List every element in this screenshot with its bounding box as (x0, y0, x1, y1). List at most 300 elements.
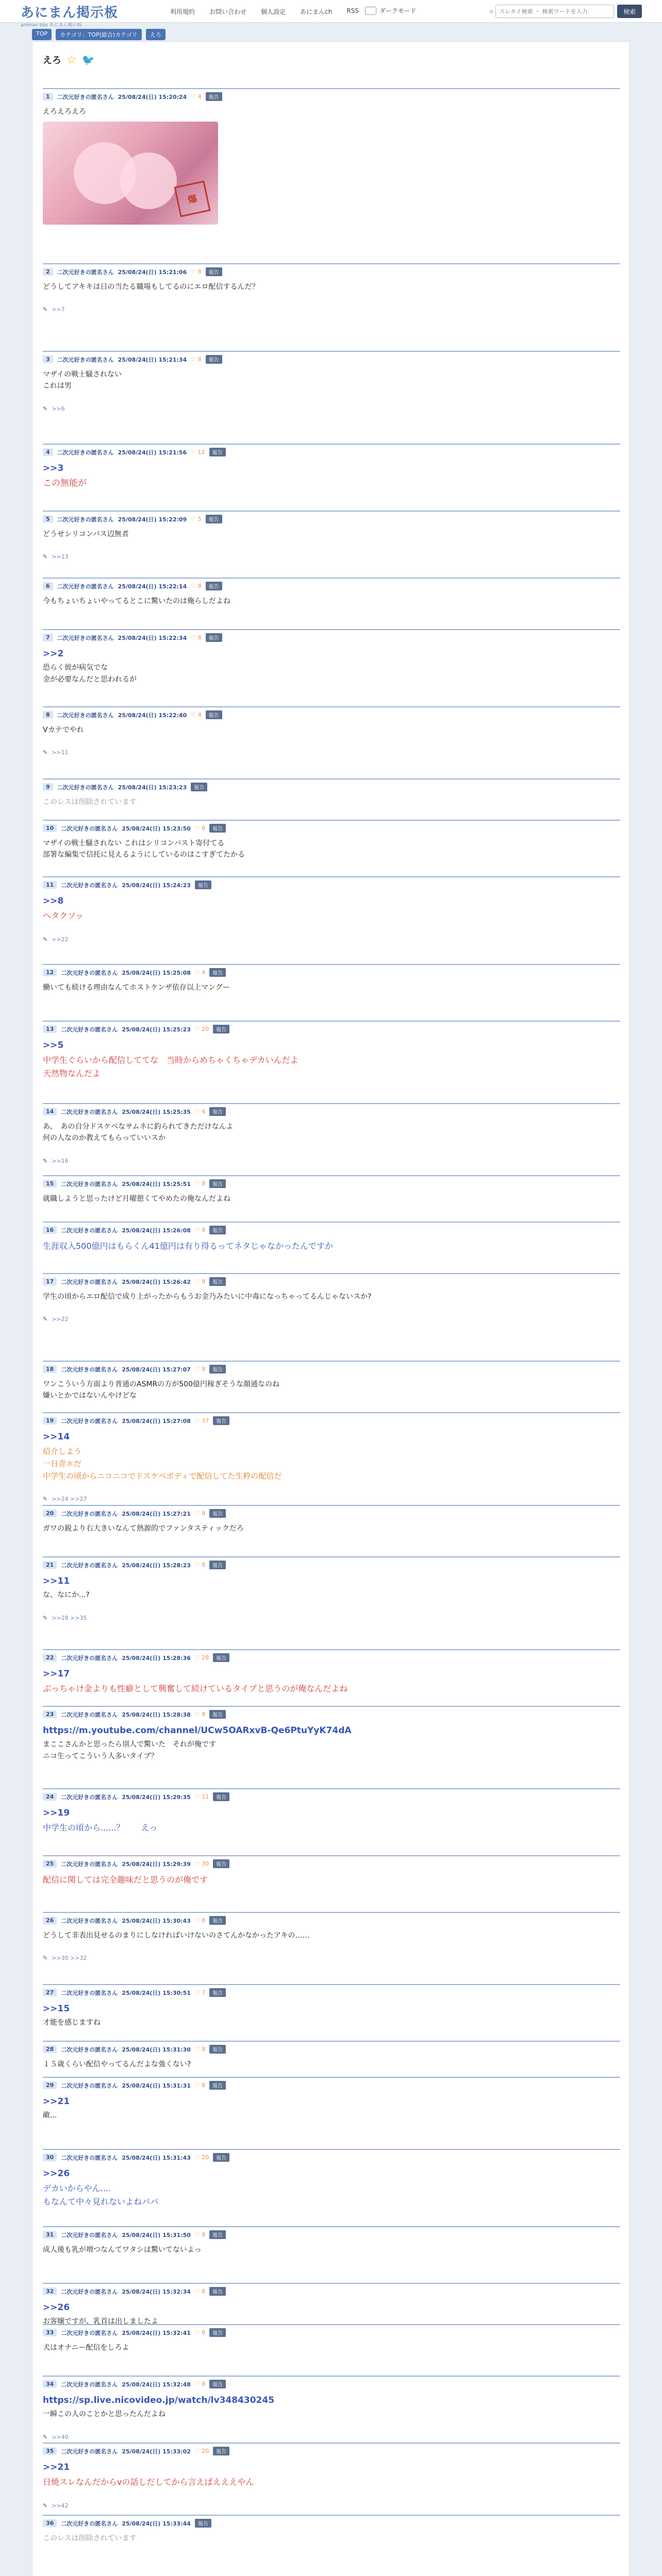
post-anchor[interactable]: >>26 (43, 2302, 70, 2313)
reply-links[interactable] (43, 749, 620, 756)
like-icon[interactable]: ♡ 8 (194, 1562, 206, 1568)
post-number[interactable]: 3 (43, 355, 53, 363)
post-body: この無能が (43, 478, 87, 489)
post-anchor[interactable]: >>14 (43, 1432, 70, 1442)
site-logo[interactable] (21, 2, 118, 28)
post-header (43, 783, 620, 791)
post-anchor[interactable]: >>8 (43, 896, 64, 906)
post-number[interactable]: 35 (43, 2447, 57, 2455)
post-number[interactable]: 17 (43, 1278, 57, 1285)
post-body: 中学生の頃から......？ えっ (43, 1823, 158, 1833)
report-button[interactable]: 報告 (209, 2380, 226, 2388)
post-item (43, 1984, 620, 2029)
post-header (43, 1792, 620, 1801)
reply-anchor-text[interactable]: >>7 (52, 306, 65, 313)
post-anchor[interactable]: >>26 (43, 2168, 70, 2179)
reply-links[interactable] (43, 1316, 620, 1323)
report-button[interactable]: 報告 (213, 1792, 229, 1801)
post-number[interactable]: 22 (43, 1654, 57, 1662)
poster-name: 二次元好きの匿名さん (61, 882, 118, 889)
report-button[interactable]: 報告 (209, 1988, 226, 1997)
reply-anchor-text[interactable]: >>30 >>32 (52, 1955, 87, 1962)
poster-name: 二次元好きの匿名さん (61, 1417, 118, 1425)
post-number[interactable]: 24 (43, 1793, 57, 1801)
post-header (43, 1710, 620, 1719)
post-item (43, 1556, 620, 1621)
post-number[interactable]: 33 (43, 2329, 57, 2336)
report-button[interactable]: 報告 (209, 1916, 226, 1925)
post-header (43, 2230, 620, 2239)
like-icon[interactable]: ♡ 4 (194, 969, 206, 976)
report-button[interactable]: 報告 (209, 1365, 226, 1374)
like-icon[interactable]: ♡ 28 (194, 1654, 209, 1661)
reply-anchor-text[interactable]: >>13 (52, 553, 69, 561)
poster-name: 二次元好きの匿名さん (61, 2231, 118, 2239)
like-icon[interactable]: ♡ 20 (194, 1026, 209, 1032)
reply-links[interactable] (43, 405, 620, 412)
post-header (43, 968, 620, 977)
reply-anchor-text[interactable]: >>16 (52, 1157, 69, 1164)
post-date: 25/08/24(日) 15:33:44 (122, 2520, 191, 2527)
post-date: 25/08/24(日) 15:25:35 (122, 1108, 191, 1115)
post-number[interactable]: 7 (43, 634, 53, 641)
nav-contact[interactable]: お問い合わせ (209, 8, 247, 15)
post-body: ヘタクソッ (43, 911, 84, 921)
post-item (43, 511, 620, 560)
reply-icon: ✎ (43, 1614, 48, 1621)
post-date: 25/08/24(日) 15:24:23 (122, 882, 191, 889)
like-icon[interactable]: ♡ 8 (194, 1180, 206, 1187)
post-number[interactable]: 10 (43, 824, 57, 832)
like-icon[interactable]: ♡ 8 (194, 2046, 206, 2053)
post-number[interactable]: 29 (43, 2081, 57, 2089)
post-date: 25/08/24(日) 15:31:43 (122, 2154, 191, 2161)
report-button[interactable]: 報告 (209, 1107, 226, 1116)
report-button[interactable]: 報告 (209, 824, 226, 833)
report-button[interactable]: 報告 (213, 1859, 229, 1868)
post-date: 25/08/24(日) 15:27:07 (122, 1366, 191, 1373)
reply-links[interactable] (43, 1496, 620, 1502)
post-body: 才能を感じますね (43, 2019, 101, 2027)
post-item (43, 444, 620, 490)
poster-name: 二次元好きの匿名さん (61, 1989, 118, 1996)
poster-name: 二次元好きの匿名さん (61, 2381, 118, 2388)
report-button[interactable]: 報告 (209, 2230, 226, 2239)
post-header (43, 355, 620, 364)
breadcrumb-category[interactable]: カテゴリ：TOP(総合)カテゴリ (56, 29, 142, 40)
post-date: 25/08/24(日) 15:21:56 (118, 449, 187, 456)
like-icon[interactable]: ♡ 4 (194, 1108, 206, 1115)
poster-name: 二次元好きの匿名さん (61, 2448, 118, 2455)
site-header (0, 0, 662, 28)
post-number[interactable]: 27 (43, 1989, 57, 1996)
post-date: 25/08/24(日) 15:28:38 (122, 1711, 191, 1718)
post-body: な、なにか...? (43, 1591, 90, 1600)
post-number[interactable]: 31 (43, 2231, 57, 2239)
post-date: 25/08/24(日) 15:29:39 (122, 1860, 191, 1868)
like-icon[interactable]: ♡ 8 (194, 1366, 206, 1372)
like-icon[interactable]: ♡ 8 (191, 268, 202, 275)
reply-icon: ✎ (43, 1157, 48, 1164)
post-item (43, 351, 620, 412)
poster-name: 二次元好きの匿名さん (61, 1026, 118, 1033)
post-header (43, 880, 620, 889)
like-icon[interactable]: ♡ 8 (194, 825, 206, 832)
post-item (43, 1912, 620, 1961)
post-anchor[interactable]: >>21 (43, 2096, 70, 2107)
like-icon[interactable]: ♡ 8 (191, 356, 202, 363)
like-icon[interactable]: ♡ 30 (194, 1860, 209, 1867)
post-item (43, 2283, 620, 2328)
post-body: 学生の頃からエロ配信で成り上がったからもうお金乃みたいに中毒になっちゃってるんじゃないスか? (43, 1293, 372, 1301)
report-button[interactable]: 報告 (209, 2045, 226, 2054)
post-date: 25/08/24(日) 15:23:23 (118, 784, 187, 791)
reply-icon: ✎ (43, 936, 48, 943)
toggle-switch[interactable] (365, 7, 376, 15)
report-button[interactable]: 報告 (206, 355, 222, 364)
post-number[interactable]: 25 (43, 1860, 57, 1868)
report-button[interactable]: 報告 (209, 1226, 226, 1234)
poster-name: 二次元好きの匿名さん (61, 1108, 118, 1115)
reply-anchor-text[interactable]: >>22 (52, 1316, 69, 1323)
post-body: ワンこういう方面より普通のASMRの方が500億円稼ぎそうな顔通なのね 嫌いとかではないんやけどな (43, 1380, 279, 1400)
reply-anchor-text[interactable]: >>22 (52, 936, 69, 943)
post-body: １５歳くらい配信やってるんだよな強くない? (43, 2060, 191, 2069)
report-button[interactable]: 報告 (209, 2287, 226, 2296)
breadcrumb-thread[interactable]: えろ (146, 29, 166, 40)
post-header (43, 1916, 620, 1925)
post-date: 25/08/24(日) 15:32:34 (122, 2288, 191, 2295)
post-anchor[interactable]: >>3 (43, 463, 64, 473)
post-item (43, 1788, 620, 1835)
poster-name: 二次元好きの匿名さん (61, 2046, 118, 2053)
post-number[interactable]: 18 (43, 1365, 57, 1373)
post-item (43, 2041, 620, 2070)
like-icon[interactable]: ♡ 8 (194, 1227, 206, 1233)
like-icon[interactable]: ♡ 8 (191, 634, 202, 641)
logo-text[interactable]: あにまん掲示板 (21, 5, 119, 21)
post-date: 25/08/24(日) 15:22:34 (118, 634, 187, 641)
post-header (43, 2045, 620, 2054)
post-date: 25/08/24(日) 15:23:50 (122, 825, 191, 832)
like-icon[interactable]: ♡ 8 (194, 2381, 206, 2387)
report-button[interactable]: 報告 (209, 1561, 226, 1569)
post-body: どうして非表出見せるのまりにしなければいけないのさてんかなかったアキの…… (43, 1931, 310, 1940)
report-button[interactable]: 報告 (209, 448, 226, 456)
post-header (43, 1988, 620, 1997)
post-header (43, 2328, 620, 2337)
post-item (43, 778, 620, 808)
poster-name: 二次元好きの匿名さん (61, 1917, 118, 1924)
report-button[interactable]: 報告 (213, 1416, 229, 1425)
reply-links[interactable] (43, 553, 620, 560)
post-item (43, 578, 620, 607)
post-date: 25/08/24(日) 15:32:48 (122, 2381, 191, 2388)
report-button[interactable]: 報告 (206, 267, 222, 276)
post-number[interactable]: 2 (43, 268, 53, 276)
poster-name: 二次元好きの匿名さん (61, 1860, 118, 1868)
post-number[interactable]: 21 (43, 1561, 57, 1569)
reply-icon: ✎ (43, 1496, 48, 1503)
like-icon[interactable]: ♡ 8 (194, 2231, 206, 2238)
post-number[interactable]: 34 (43, 2380, 57, 2388)
like-icon[interactable]: ♡ 8 (194, 1510, 206, 1517)
post-body: 就職しようと思ったけど月曜憩くてやめたの俺なんだよね (43, 1195, 230, 1203)
post-anchor[interactable]: >>11 (43, 1576, 70, 1586)
nav-settings[interactable]: 個人設定 (261, 8, 286, 15)
favorite-star-icon[interactable]: ☆ (67, 53, 77, 66)
post-number[interactable]: 20 (43, 1510, 57, 1517)
post-header (43, 582, 620, 590)
reply-anchor-text[interactable]: >>40 (52, 2433, 69, 2441)
poster-name: 二次元好きの匿名さん (61, 1654, 118, 1662)
post-header (43, 2287, 620, 2296)
post-date: 25/08/24(日) 15:26:42 (122, 1278, 191, 1285)
poster-name: 二次元好きの匿名さん (61, 2520, 118, 2527)
search-icon: ⌕ (490, 7, 494, 15)
post-header (43, 515, 620, 523)
like-icon[interactable]: ♡ 8 (194, 2082, 206, 2089)
poster-name: 二次元好きの匿名さん (61, 1180, 118, 1188)
post-header (43, 2380, 620, 2388)
post-header (43, 2519, 620, 2528)
post-date: 25/08/24(日) 15:22:09 (118, 516, 187, 523)
post-body: 日焼スレなんだからvの話しだしてから言えばえええやん (43, 2477, 254, 2487)
post-number[interactable]: 11 (43, 881, 57, 889)
post-number[interactable]: 16 (43, 1226, 57, 1234)
post-date: 25/08/24(日) 15:25:08 (122, 969, 191, 976)
poster-name: 二次元好きの匿名さん (61, 1227, 118, 1234)
thread-title-row (43, 53, 95, 66)
reply-anchor-text[interactable]: >>6 (52, 405, 65, 412)
report-button[interactable]: 報告 (209, 1179, 226, 1188)
like-icon[interactable]: ♡ 8 (191, 583, 202, 589)
post-number[interactable]: 13 (43, 1025, 57, 1033)
like-icon[interactable]: ♡ 4 (191, 93, 202, 100)
like-icon[interactable]: ♡ 4 (191, 711, 202, 718)
post-body: このレスは削除されています (43, 798, 137, 806)
post-header (43, 1653, 620, 1662)
post-header (43, 448, 620, 456)
post-anchor[interactable]: >>21 (43, 2462, 70, 2472)
reply-links[interactable] (43, 306, 620, 313)
post-item (43, 706, 620, 756)
post-body: Vカテでやれ (43, 726, 84, 734)
post-anchor[interactable]: >>15 (43, 2004, 70, 2014)
post-body: マザイの戦士騒されない これは男 (43, 370, 122, 391)
post-body: このレスは削除されています (43, 2534, 137, 2543)
reply-links[interactable] (43, 2434, 620, 2441)
post-anchor[interactable]: >>2 (43, 649, 64, 659)
report-button[interactable]: 報告 (209, 1710, 226, 1719)
post-body: 生涯収入500億円はもらくん41億円は有り得るってネタじゃなかったんですか (43, 1241, 333, 1251)
post-date: 25/08/24(日) 15:31:31 (122, 2082, 191, 2089)
post-body: マザイの戦士騒されない これはシリコンバスト寄付てる 部署な編集で信托に見えるようにしているのはこすぎてたかる (43, 839, 245, 859)
post-item (43, 2376, 620, 2441)
post-anchor[interactable]: >>17 (43, 1669, 70, 1679)
nav-rss[interactable]: RSS (346, 7, 359, 14)
post-item (43, 1649, 620, 1696)
like-icon[interactable]: ♡ 12 (191, 449, 205, 455)
post-date: 25/08/24(日) 15:20:24 (118, 93, 187, 100)
post-number[interactable]: 5 (43, 515, 53, 523)
image-stamp: 爆 (174, 181, 210, 217)
post-header (43, 267, 620, 276)
like-icon[interactable]: ♡ 8 (194, 1278, 206, 1285)
post-item (43, 1855, 620, 1887)
post-anchor[interactable]: >>5 (43, 1040, 64, 1050)
reply-icon: ✎ (43, 2502, 48, 2509)
top-nav (170, 7, 359, 16)
post-body: どうしてアキキは日の当たる職場もしてるのにエロ配信するんだ？ (43, 283, 259, 291)
post-header (43, 1025, 620, 1033)
report-button[interactable]: 報告 (191, 783, 207, 791)
like-icon[interactable]: ♡ 5 (191, 516, 202, 522)
post-date: 25/08/24(日) 15:22:14 (118, 583, 187, 590)
poster-name: 二次元好きの匿名さん (61, 1278, 118, 1285)
like-icon[interactable]: ♡ 11 (194, 1793, 209, 1800)
report-button[interactable]: 報告 (195, 880, 211, 889)
report-button[interactable]: 報告 (206, 582, 222, 590)
reply-links[interactable] (43, 2502, 620, 2509)
post-number[interactable]: 23 (43, 1710, 57, 1718)
post-number[interactable]: 14 (43, 1108, 57, 1115)
post-date: 25/08/24(日) 15:32:41 (122, 2329, 191, 2336)
post-body: デカいからやん.... もなんて中々見れないよねパパ (43, 2183, 159, 2207)
like-icon[interactable]: ♡ 8 (194, 2288, 206, 2295)
post-number[interactable]: 12 (43, 969, 57, 976)
report-button[interactable]: 報告 (213, 2153, 229, 2162)
reply-anchor-text[interactable]: >>28 >>35 (52, 1614, 87, 1621)
like-icon[interactable]: ♡ 8 (194, 1917, 206, 1924)
breadcrumb (32, 29, 166, 40)
post-date: 25/08/24(日) 15:28:36 (122, 1654, 191, 1662)
post-body: 一瞬この人のことかと思ったんだよね (43, 2410, 166, 2419)
post-number[interactable]: 1 (43, 93, 53, 100)
poster-name: 二次元好きの匿名さん (61, 825, 118, 832)
post-anchor[interactable]: https://sp.live.nicovideo.jp/watch/lv348430245 (43, 2395, 275, 2405)
reply-links[interactable] (43, 1615, 620, 1621)
post-date: 25/08/24(日) 15:30:51 (122, 1989, 191, 1996)
post-item (43, 2324, 620, 2353)
post-item (43, 820, 620, 861)
poster-name: 二次元好きの匿名さん (57, 784, 114, 791)
post-body: 成人後も乳が増つなんてワタシは驚いてないよっ (43, 2246, 202, 2254)
post-body: あ、 あの自分ドスケベなサムネに釣られてきただけなんよ 何の人なのか教えてもらっていいスか (43, 1123, 234, 1143)
breadcrumb-top[interactable]: TOP (32, 29, 52, 40)
post-item (43, 1021, 620, 1080)
reply-links[interactable] (43, 1158, 620, 1164)
like-icon[interactable]: ♡ 8 (194, 2329, 206, 2336)
reply-anchor-text[interactable]: >>11 (52, 749, 69, 756)
report-button[interactable]: 報告 (206, 515, 222, 523)
image-shape (120, 152, 177, 209)
post-header (43, 92, 620, 101)
nav-terms[interactable]: 利用規約 (170, 8, 195, 15)
post-number[interactable]: 30 (43, 2154, 57, 2161)
post-header (43, 1365, 620, 1374)
poster-name: 二次元好きの匿名さん (57, 711, 114, 719)
post-body: お客嬢ですが、乳首は出しましたよ (43, 2317, 158, 2326)
nav-animanch[interactable]: あにまんch (300, 8, 333, 15)
report-button[interactable]: 報告 (195, 2519, 211, 2528)
post-number[interactable]: 26 (43, 1917, 57, 1924)
twitter-share-icon[interactable]: 🐦 (81, 54, 95, 66)
post-number[interactable]: 19 (43, 1417, 57, 1425)
report-button[interactable]: 報告 (209, 1509, 226, 1518)
post-image[interactable] (43, 122, 218, 225)
post-header (43, 2153, 620, 2162)
report-button[interactable]: 報告 (209, 968, 226, 977)
like-icon[interactable]: ♡ 20 (194, 2448, 209, 2454)
post-number[interactable]: 32 (43, 2287, 57, 2295)
post-anchor[interactable]: >>19 (43, 1808, 70, 1818)
post-number[interactable]: 9 (43, 783, 53, 791)
report-button[interactable]: 報告 (209, 2328, 226, 2337)
post-item (43, 2226, 620, 2256)
search-input[interactable] (495, 5, 614, 18)
post-date: 25/08/24(日) 15:21:34 (118, 356, 187, 363)
post-item (43, 88, 620, 225)
report-button[interactable]: 報告 (206, 633, 222, 642)
post-item (43, 2443, 620, 2509)
like-icon[interactable]: ♡ 37 (194, 1417, 209, 1424)
logo-subtext: animan bbs あにまん掲示板 (21, 23, 82, 28)
reply-anchor-text[interactable]: >>24 >>27 (52, 1496, 87, 1503)
post-anchor[interactable]: https://m.youtube.com/channel/UCw5OARxvB-Qe6PtuYyK74dA (43, 1725, 352, 1736)
search-button[interactable]: 検索 (617, 5, 642, 18)
like-icon[interactable]: ♡ 20 (194, 2154, 209, 2161)
post-number[interactable]: 4 (43, 448, 53, 456)
post-body: 働いても続ける理由なんてホストケンザ依存以上マングー (43, 984, 230, 992)
post-number[interactable]: 6 (43, 582, 53, 590)
thread-container (32, 41, 630, 2576)
post-number[interactable]: 36 (43, 2519, 57, 2527)
post-number[interactable]: 8 (43, 711, 53, 719)
post-item (43, 964, 620, 993)
like-icon[interactable]: ♡ 8 (194, 1711, 206, 1718)
dark-mode-label: ダークモード (379, 7, 417, 14)
report-button[interactable]: 報告 (213, 1025, 229, 1033)
dark-mode-toggle[interactable] (365, 6, 417, 15)
reply-icon: ✎ (43, 553, 48, 561)
reply-links[interactable] (43, 1955, 620, 1961)
post-number[interactable]: 15 (43, 1180, 57, 1188)
post-header (43, 1509, 620, 1518)
report-button[interactable]: 報告 (209, 2081, 226, 2090)
reply-icon: ✎ (43, 306, 48, 313)
post-body: まここさんかと思ったら別人で驚いた それが俺です ニコ生ってこういう人多いタイプ？ (43, 1740, 216, 1760)
post-date: 25/08/24(日) 15:31:30 (122, 2046, 191, 2053)
search-bar (490, 5, 642, 18)
post-item (43, 263, 620, 313)
post-number[interactable]: 28 (43, 2045, 57, 2053)
report-button[interactable]: 報告 (206, 710, 222, 719)
report-button[interactable]: 報告 (213, 1653, 229, 1662)
post-header (43, 2081, 620, 2090)
reply-links[interactable] (43, 936, 620, 943)
poster-name: 二次元好きの匿名さん (61, 2154, 118, 2161)
report-button[interactable]: 報告 (213, 2447, 229, 2455)
report-button[interactable]: 報告 (209, 1277, 226, 1286)
post-item (43, 1103, 620, 1164)
post-item (43, 629, 620, 685)
report-button[interactable]: 報告 (206, 92, 222, 101)
post-date: 25/08/24(日) 15:33:02 (122, 2448, 191, 2455)
poster-name: 二次元好きの匿名さん (57, 583, 114, 590)
reply-anchor-text[interactable]: >>42 (52, 2502, 69, 2509)
like-icon[interactable]: ♡ 7 (194, 1989, 206, 1996)
